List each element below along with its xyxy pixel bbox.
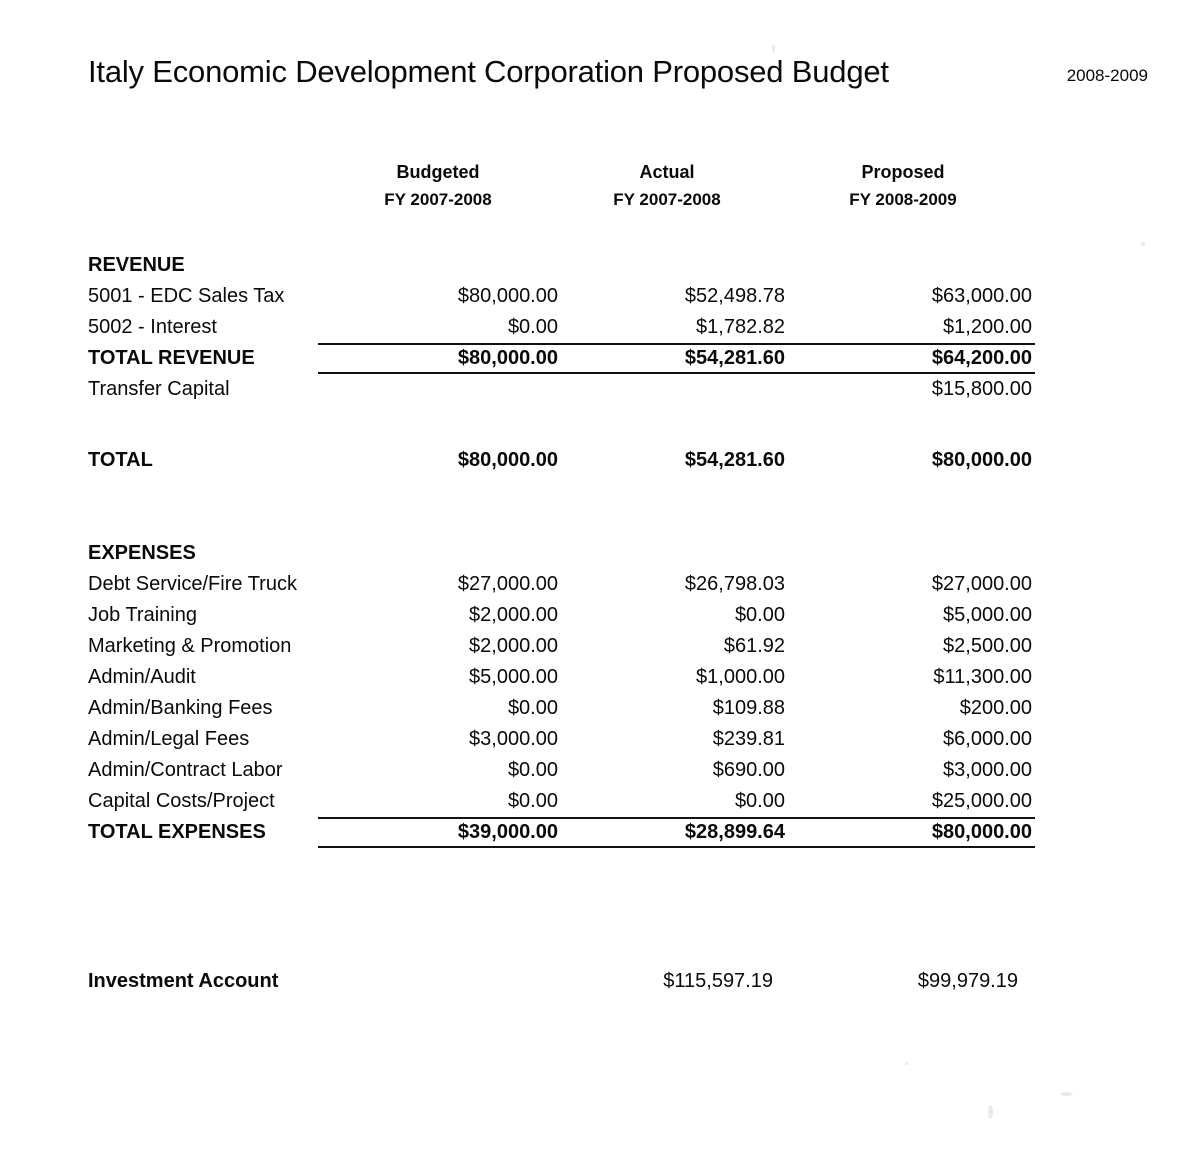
row-value-admin-banking-fees-proposed: $200.00	[959, 697, 1032, 719]
table-row	[88, 631, 1048, 662]
row-value-admin-audit-budgeted: $5,000.00	[469, 666, 558, 688]
column-header-actual-line2: FY 2007-2008	[613, 190, 721, 209]
row-value-interest-proposed: $1,200.00	[943, 316, 1032, 338]
row-value-investment-account-actual: $115,597.19	[663, 970, 773, 992]
section-heading-expenses-label: EXPENSES	[88, 542, 196, 564]
row-value-debt-service-proposed: $27,000.00	[931, 573, 1032, 595]
column-header-actual	[547, 158, 787, 214]
scan-artifact	[1141, 242, 1145, 246]
table-row-grand-total	[88, 445, 1048, 476]
document-header	[88, 52, 1148, 100]
row-value-transfer-capital-proposed: $15,800.00	[931, 378, 1032, 400]
section-heading-expenses	[88, 538, 1048, 569]
row-value-admin-contract-labor-budgeted: $0.00	[507, 759, 558, 781]
table-row	[88, 724, 1048, 755]
scan-artifact	[1060, 1092, 1073, 1096]
row-value-job-training-budgeted: $2,000.00	[469, 604, 558, 626]
row-value-total-expenses-proposed: $80,000.00	[931, 821, 1032, 843]
row-value-admin-legal-fees-proposed: $6,000.00	[943, 728, 1032, 750]
row-value-investment-account-proposed: $99,979.19	[917, 970, 1018, 992]
row-label-grand-total: TOTAL	[88, 449, 153, 471]
table-row-total-revenue	[88, 343, 1048, 374]
column-header-row	[318, 158, 1040, 220]
row-label-job-training: Job Training	[88, 604, 197, 626]
row-value-marketing-promotion-proposed: $2,500.00	[943, 635, 1032, 657]
row-value-admin-contract-labor-actual: $690.00	[712, 759, 785, 781]
row-value-grand-total-actual: $54,281.60	[684, 449, 785, 471]
table-row	[88, 693, 1048, 724]
row-label-admin-contract-labor: Admin/Contract Labor	[88, 759, 283, 781]
spacer	[88, 848, 1048, 966]
row-value-admin-banking-fees-budgeted: $0.00	[507, 697, 558, 719]
row-value-debt-service-actual: $26,798.03	[684, 573, 785, 595]
row-label-admin-legal-fees: Admin/Legal Fees	[88, 728, 250, 750]
row-value-edc-sales-tax-proposed: $63,000.00	[931, 285, 1032, 307]
row-value-admin-audit-proposed: $11,300.00	[933, 666, 1032, 688]
row-label-admin-audit: Admin/Audit	[88, 666, 196, 688]
row-value-total-expenses-budgeted: $39,000.00	[457, 821, 558, 843]
table-row-total-expenses	[88, 817, 1048, 848]
row-value-transfer-capital-actual	[545, 374, 785, 405]
row-value-transfer-capital-budgeted	[318, 374, 558, 405]
fiscal-year-label: 2008-2009	[1066, 66, 1148, 85]
row-value-total-revenue-actual: $54,281.60	[684, 347, 785, 369]
row-value-admin-legal-fees-budgeted: $3,000.00	[469, 728, 558, 750]
row-value-interest-actual: $1,782.82	[696, 316, 785, 338]
row-label-transfer-capital: Transfer Capital	[88, 378, 230, 400]
column-header-budgeted-line2: FY 2007-2008	[384, 190, 492, 209]
row-value-edc-sales-tax-actual: $52,498.78	[684, 285, 785, 307]
table-row	[88, 281, 1048, 312]
column-header-budgeted	[318, 158, 558, 214]
table-row-investment-account	[88, 966, 1048, 997]
row-value-grand-total-budgeted: $80,000.00	[457, 449, 558, 471]
row-value-total-revenue-proposed: $64,200.00	[931, 347, 1032, 369]
row-value-interest-budgeted: $0.00	[507, 316, 558, 338]
row-value-admin-audit-actual: $1,000.00	[696, 666, 785, 688]
row-value-capital-costs-project-budgeted: $0.00	[507, 790, 558, 812]
row-value-job-training-actual: $0.00	[734, 604, 785, 626]
row-value-edc-sales-tax-budgeted: $80,000.00	[457, 285, 558, 307]
row-label-investment-account: Investment Account	[88, 970, 279, 992]
table-row-transfer-capital	[88, 374, 1048, 405]
row-value-grand-total-proposed: $80,000.00	[931, 449, 1032, 471]
row-value-admin-legal-fees-actual: $239.81	[712, 728, 785, 750]
row-label-marketing-promotion: Marketing & Promotion	[88, 635, 292, 657]
row-value-job-training-proposed: $5,000.00	[943, 604, 1032, 626]
row-label-debt-service: Debt Service/Fire Truck	[88, 573, 297, 595]
scan-artifact	[988, 1105, 993, 1119]
row-label-interest: 5002 - Interest	[88, 316, 217, 338]
table-row	[88, 569, 1048, 600]
spacer	[88, 476, 1048, 538]
row-value-capital-costs-project-actual: $0.00	[734, 790, 785, 812]
row-label-admin-banking-fees: Admin/Banking Fees	[88, 697, 273, 719]
row-value-total-revenue-budgeted: $80,000.00	[457, 347, 558, 369]
spacer	[88, 405, 1048, 445]
row-value-debt-service-budgeted: $27,000.00	[457, 573, 558, 595]
table-row	[88, 662, 1048, 693]
table-row	[88, 755, 1048, 786]
column-header-proposed	[783, 158, 1023, 214]
column-header-actual-line1: Actual	[639, 162, 695, 182]
column-header-proposed-line1: Proposed	[861, 162, 945, 182]
budget-table	[88, 250, 1048, 997]
scan-artifact	[772, 44, 775, 53]
page-title: Italy Economic Development Corporation Proposed Budget	[88, 54, 889, 89]
scan-artifact	[905, 1062, 908, 1065]
section-heading-revenue-label: REVENUE	[88, 254, 185, 276]
row-label-edc-sales-tax: 5001 - EDC Sales Tax	[88, 285, 285, 307]
column-header-proposed-line2: FY 2008-2009	[849, 190, 957, 209]
row-value-total-expenses-actual: $28,899.64	[684, 821, 785, 843]
row-value-marketing-promotion-actual: $61.92	[723, 635, 785, 657]
column-header-budgeted-line1: Budgeted	[396, 162, 480, 182]
row-label-total-expenses: TOTAL EXPENSES	[88, 821, 266, 843]
section-heading-revenue	[88, 250, 1048, 281]
table-row	[88, 786, 1048, 817]
table-row	[88, 600, 1048, 631]
row-value-admin-banking-fees-actual: $109.88	[712, 697, 785, 719]
row-value-capital-costs-project-proposed: $25,000.00	[931, 790, 1032, 812]
table-row	[88, 312, 1048, 343]
row-value-admin-contract-labor-proposed: $3,000.00	[943, 759, 1032, 781]
row-label-total-revenue: TOTAL REVENUE	[88, 347, 255, 369]
row-value-marketing-promotion-budgeted: $2,000.00	[469, 635, 558, 657]
row-label-capital-costs-project: Capital Costs/Project	[88, 790, 275, 812]
